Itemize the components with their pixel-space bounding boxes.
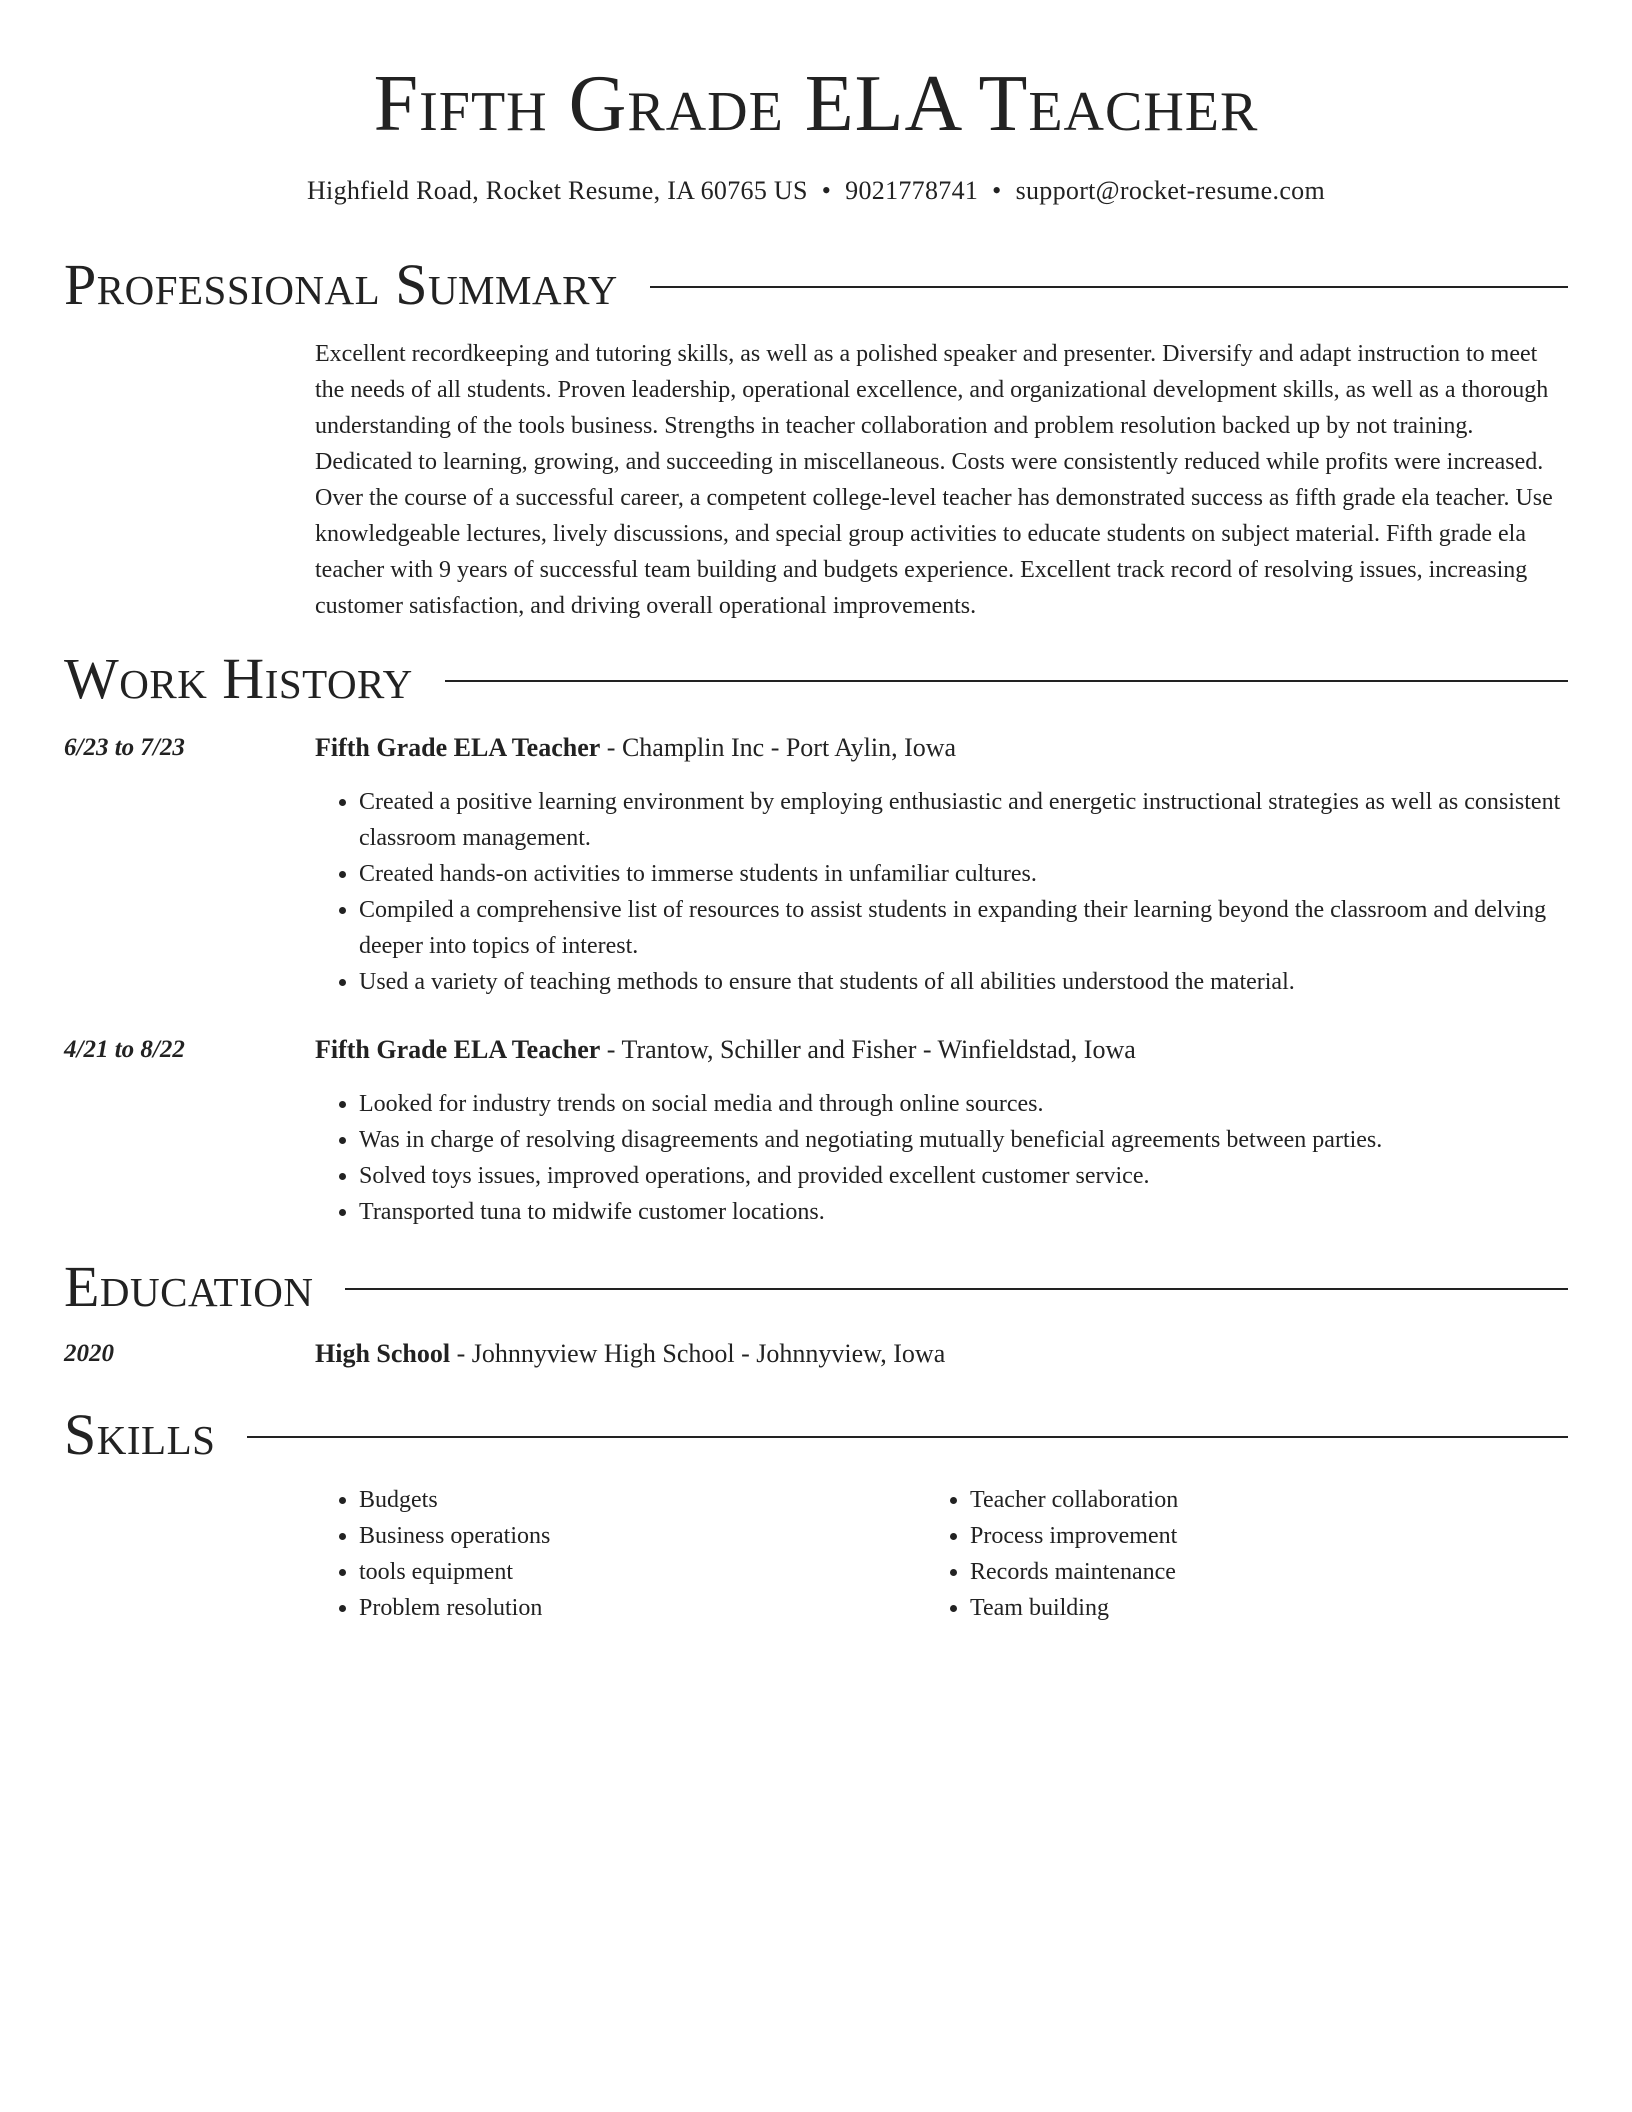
skill-item: • Teacher collaboration bbox=[970, 1482, 1570, 1518]
work-heading: Work History bbox=[64, 646, 413, 711]
education-degree: High School bbox=[315, 1339, 451, 1368]
job-bullet: • Transported tuna to midwife customer locations. bbox=[359, 1194, 1614, 1230]
summary-section-heading bbox=[64, 250, 1568, 320]
education-year: 2020 bbox=[64, 1340, 114, 1367]
job-bullet: • Compiled a comprehensive list of resources to assist students in expanding their learning beyond the classroom and delving deeper into topics of interest. bbox=[359, 892, 1614, 964]
job-bullet: • Solved toys issues, improved operations, and provided excellent customer service. bbox=[359, 1158, 1614, 1194]
skills-list-left bbox=[315, 1482, 919, 1626]
section-divider bbox=[445, 680, 1568, 682]
section-divider bbox=[345, 1288, 1568, 1290]
job-dates: 6/23 to 7/23 bbox=[64, 734, 185, 761]
contact-line bbox=[0, 174, 1632, 208]
job-title-line bbox=[315, 730, 1570, 766]
resume-name: Fifth Grade ELA Teacher bbox=[373, 60, 1259, 148]
skill-item: • Budgets bbox=[359, 1482, 919, 1518]
job-bullets bbox=[315, 784, 1614, 1000]
job-title: Fifth Grade ELA Teacher bbox=[315, 1035, 601, 1064]
contact-separator: • bbox=[992, 176, 1002, 205]
skills-section-heading bbox=[64, 1400, 1568, 1470]
skill-item: • Records maintenance bbox=[970, 1554, 1570, 1590]
contact-separator: • bbox=[821, 176, 832, 205]
contact-address: Highfield Road, Rocket Resume, IA 60765 US bbox=[306, 176, 808, 205]
job-title: Fifth Grade ELA Teacher bbox=[315, 733, 601, 762]
section-divider bbox=[247, 1436, 1568, 1438]
skill-item: • Team building bbox=[970, 1590, 1570, 1626]
summary-heading: Professional Summary bbox=[64, 252, 618, 317]
job-bullet: • Created hands-on activities to immerse students in unfamiliar cultures. bbox=[359, 856, 1614, 892]
job-bullet: • Used a variety of teaching methods to ensure that students of all abilities understood the material. bbox=[359, 964, 1614, 1000]
contact-email: support@rocket-resume.com bbox=[1015, 176, 1325, 205]
skill-item: • Business operations bbox=[359, 1518, 919, 1554]
job-dates: 4/21 to 8/22 bbox=[64, 1036, 185, 1063]
job-employer: - Champlin Inc - Port Aylin, Iowa bbox=[600, 733, 957, 762]
skills-list-right bbox=[926, 1482, 1570, 1626]
education-line bbox=[315, 1336, 1570, 1372]
education-section-heading bbox=[64, 1252, 1568, 1322]
job-bullet: • Was in charge of resolving disagreements and negotiating mutually beneficial agreements between parties. bbox=[359, 1122, 1614, 1158]
job-title-line bbox=[315, 1032, 1570, 1068]
skills-heading: Skills bbox=[64, 1402, 216, 1467]
job-bullets bbox=[315, 1086, 1614, 1230]
job-bullet: • Looked for industry trends on social media and through online sources. bbox=[359, 1086, 1614, 1122]
skill-item: • Process improvement bbox=[970, 1518, 1570, 1554]
skill-item: • Problem resolution bbox=[359, 1590, 919, 1626]
work-section-heading bbox=[64, 644, 1568, 714]
contact-phone: 9021778741 bbox=[845, 176, 979, 205]
skill-item: • tools equipment bbox=[359, 1554, 919, 1590]
section-divider bbox=[650, 286, 1568, 288]
education-heading: Education bbox=[64, 1254, 314, 1319]
job-employer: - Trantow, Schiller and Fisher - Winfieldstad, Iowa bbox=[600, 1035, 1136, 1064]
summary-text: Excellent recordkeeping and tutoring skills, as well as a polished speaker and presenter. Diversify and adapt instruction to meet the needs of all students. Proven leadership, operational excellence, and organizational development skills, as well as a thorough understanding of the tools business. Strengths in teacher collaboration and problem resolution backed up by not training. Dedicated to learning, growing, and succeeding in miscellaneous. Costs were consistently reduced while profits were increased. Over the course of a successful career, a competent college-level teacher has demonstrated success as fifth grade ela teacher. Use knowledgeable lectures, lively discussions, and special group activities to educate students on subject material. Fifth grade ela teacher with 9 years of successful team building and budgets experience. Excellent track record of resolving issues, increasing customer satisfaction, and driving overall operational improvements. bbox=[315, 341, 1553, 619]
job-bullet: • Created a positive learning environment by employing enthusiastic and energetic instructional strategies as well as consistent classroom management. bbox=[359, 784, 1614, 856]
education-school: - Johnnyview High School - Johnnyview, Iowa bbox=[450, 1339, 946, 1368]
